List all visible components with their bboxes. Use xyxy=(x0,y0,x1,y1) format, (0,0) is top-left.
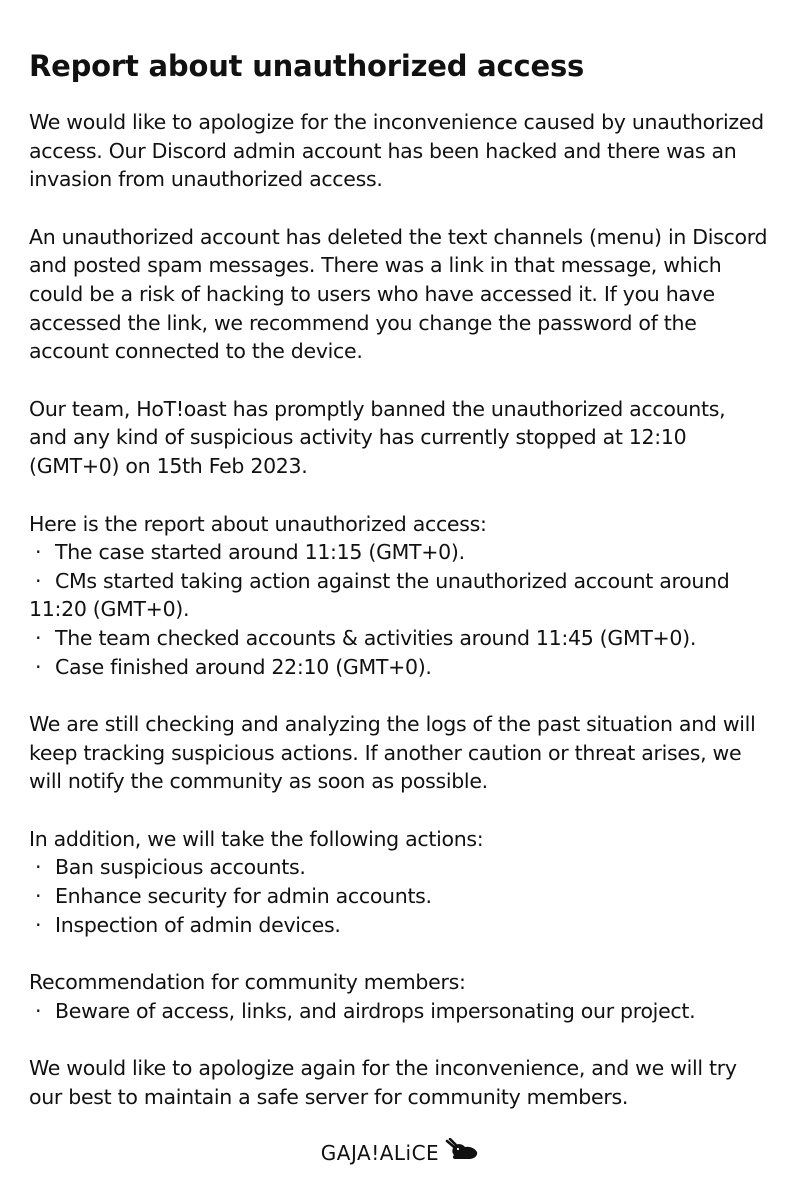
text-line: We would like to apologize for the inconvenience caused by unauthorized xyxy=(29,110,764,134)
text-line: could be a risk of hacking to users who have accessed it. If you have xyxy=(29,281,715,306)
page-title: Report about unauthorized access xyxy=(29,49,585,83)
response-paragraph xyxy=(29,395,779,481)
list-item xyxy=(29,538,779,567)
bullet-marker: · xyxy=(35,625,42,650)
rabbit-icon xyxy=(445,1138,479,1167)
list-item-text: Case finished around 22:10 (GMT+0). xyxy=(55,654,432,679)
list-item xyxy=(29,653,779,682)
list-item-text: Enhance security for admin accounts. xyxy=(55,884,432,909)
text-line: accessed the link, we recommend you change the password of the xyxy=(29,310,697,335)
report-document xyxy=(29,46,779,1141)
text-line: and any kind of suspicious activity has currently stopped at 12:10 xyxy=(29,425,687,450)
actions-list xyxy=(29,825,779,939)
bullet-marker: · xyxy=(35,912,42,937)
text-line: keep tracking suspicious actions. If another caution or threat arises, we xyxy=(29,740,742,765)
list-item-continuation: 11:20 (GMT+0). xyxy=(29,597,190,622)
actions-heading: In addition, we will take the following actions: xyxy=(29,826,484,851)
text-line: invasion from unauthorized access. xyxy=(29,167,383,192)
list-item xyxy=(29,624,779,653)
list-item-text: Inspection of admin devices. xyxy=(55,912,341,937)
list-item xyxy=(29,853,779,882)
list-item-text: The case started around 11:15 (GMT+0). xyxy=(55,540,465,565)
text-line: and posted spam messages. There was a link in that message, which xyxy=(29,253,722,278)
list-item-text: CMs started taking action against the unauthorized account around xyxy=(55,568,730,593)
text-line: (GMT+0) on 15th Feb 2023. xyxy=(29,453,308,478)
list-item-text: The team checked accounts & activities around 11:45 (GMT+0). xyxy=(55,625,697,650)
text-line: We would like to apologize again for the inconvenience, and we will try xyxy=(29,1056,737,1081)
bullet-marker: · xyxy=(35,540,42,565)
analysis-paragraph xyxy=(29,710,779,796)
bullet-marker: · xyxy=(35,884,42,909)
list-item-text: Ban suspicious accounts. xyxy=(55,855,306,880)
text-line: An unauthorized account has deleted the text channels (menu) in Discord xyxy=(29,224,768,249)
bullet-marker: · xyxy=(35,998,42,1023)
list-item xyxy=(29,567,779,596)
text-line: account connected to the device. xyxy=(29,339,363,364)
list-item-text: Beware of access, links, and airdrops impersonating our project. xyxy=(55,998,696,1023)
closing-paragraph xyxy=(29,1054,779,1111)
incident-paragraph xyxy=(29,223,779,366)
bullet-marker: · xyxy=(35,654,42,679)
recommendation-heading: Recommendation for community members: xyxy=(29,970,466,995)
apology-paragraph xyxy=(29,108,779,194)
list-item xyxy=(29,997,779,1026)
text-line: Our team, HoT!oast has promptly banned the unauthorized accounts, xyxy=(29,396,726,421)
report-timeline xyxy=(29,510,779,682)
list-item xyxy=(29,882,779,911)
recommendation-list xyxy=(29,968,779,1025)
bullet-marker: · xyxy=(35,855,42,880)
brand-logo xyxy=(0,1138,800,1167)
bullet-marker: · xyxy=(35,568,42,593)
report-heading: Here is the report about unauthorized access: xyxy=(29,511,487,536)
text-line: our best to maintain a safe server for community members. xyxy=(29,1085,629,1110)
text-line: will notify the community as soon as possible. xyxy=(29,769,488,794)
brand-logo-text: GAJA!ALiCE xyxy=(320,1140,440,1165)
text-line: We are still checking and analyzing the logs of the past situation and will xyxy=(29,712,756,737)
list-item xyxy=(29,911,779,940)
text-line: access. Our Discord admin account has been hacked and there was an xyxy=(29,138,737,163)
